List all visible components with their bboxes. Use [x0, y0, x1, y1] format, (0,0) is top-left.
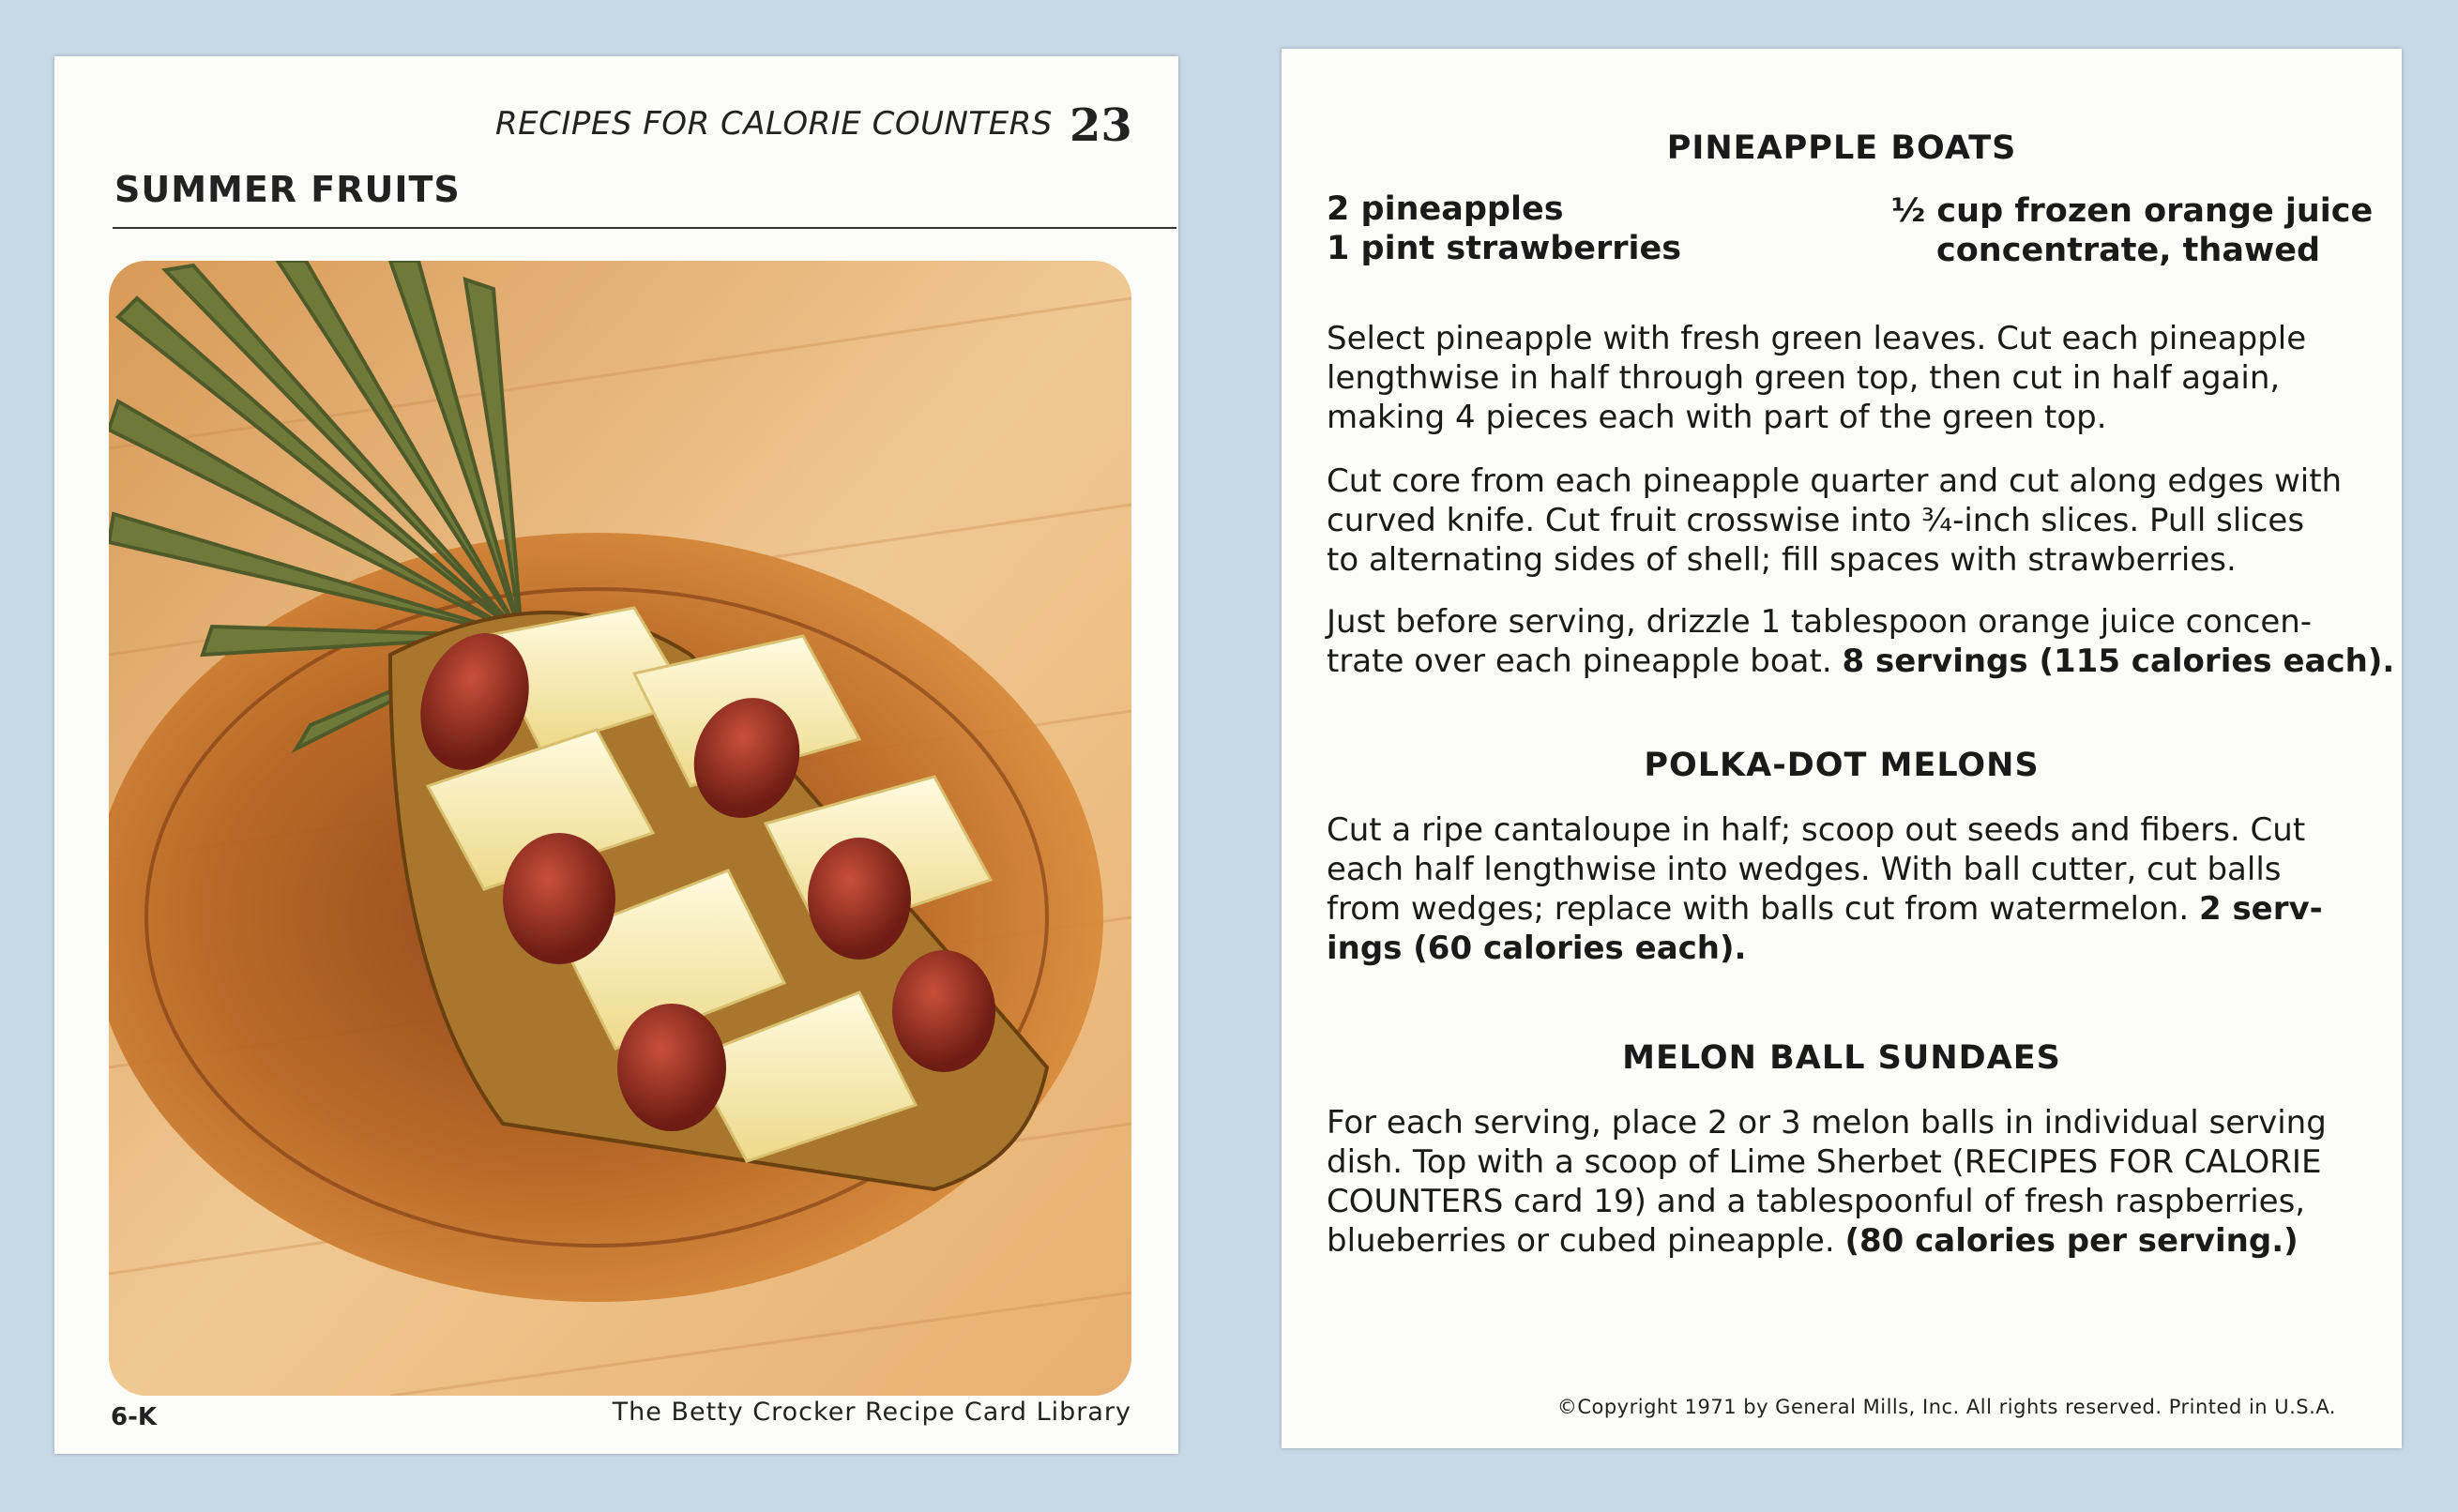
ingredients-left	[1327, 189, 1681, 268]
text-line: curved knife. Cut fruit crosswise into ¾-inch slices. Pull slices	[1327, 502, 2305, 539]
text-line: Select pineapple with fresh green leaves. Cut each pineapple	[1327, 320, 2307, 357]
recipe-title-pineapple-boats: PINEAPPLE BOATS	[1666, 129, 2017, 167]
text-plain: trate over each pineapple boat.	[1327, 643, 1843, 680]
servings-note: (80 calories per serving.)	[1844, 1222, 2299, 1260]
text-line: Cut core from each pineapple quarter and cut along edges with	[1327, 462, 2343, 500]
card-code: 6-K	[111, 1403, 158, 1431]
servings-note: 8 servings (115 calories each).	[1842, 643, 2395, 680]
ingredients-right	[1891, 191, 2373, 270]
text-line: For each serving, place 2 or 3 melon balls in individual serving	[1327, 1104, 2327, 1142]
pineapple-step-2	[1327, 461, 2359, 580]
recipe-title-melon-ball-sundaes: MELON BALL SUNDAES	[1622, 1039, 2061, 1077]
recipe-title-polka-dot-melons: POLKA-DOT MELONS	[1644, 747, 2040, 784]
ingredient-item: 1 pint strawberries	[1327, 230, 1682, 267]
text-line: each half lengthwise into wedges. With ball cutter, cut balls	[1327, 851, 2282, 888]
text-line: to alternating sides of shell; fill spaces with strawberries.	[1327, 541, 2237, 579]
text-line: dish. Top with a scoop of Lime Sherbet (RECIPES FOR CALORIE	[1327, 1143, 2322, 1181]
title-rule	[113, 227, 1176, 229]
text-line	[1327, 642, 2395, 681]
copyright-notice: ©Copyright 1971 by General Mills, Inc. All rights reserved. Printed in U.S.A.	[1556, 1396, 2336, 1418]
text-line: COUNTERS card 19) and a tablespoonful of fresh raspberries,	[1327, 1183, 2306, 1220]
text-line: Cut a ripe cantaloupe in half; scoop out seeds and fibers. Cut	[1327, 811, 2306, 849]
library-credit: The Betty Crocker Recipe Card Library	[612, 1398, 1131, 1427]
ingredient-item: ½ cup frozen orange juice	[1891, 192, 2374, 230]
ingredient-item: 2 pineapples	[1327, 190, 1564, 228]
pineapple-boat-photo	[109, 261, 1131, 1396]
series-title: RECIPES FOR CALORIE COUNTERS	[495, 105, 1053, 143]
text-line: Just before serving, drizzle 1 tablespoon orange juice concen-	[1327, 603, 2313, 641]
text-plain: from wedges; replace with balls cut from watermelon.	[1327, 890, 2199, 928]
pineapple-step-1	[1327, 319, 2359, 437]
recipe-card-front	[54, 56, 1178, 1454]
text-line: making 4 pieces each with part of the green top.	[1327, 399, 2107, 436]
text-line	[1327, 1221, 2359, 1261]
recipe-card-back	[1282, 49, 2402, 1448]
category-title: SUMMER FRUITS	[114, 169, 461, 210]
melon-sundae-steps	[1327, 1103, 2359, 1261]
text-line: lengthwise in half through green top, then cut in half again,	[1327, 359, 2281, 397]
polka-dot-steps	[1327, 810, 2359, 968]
servings-note: ings (60 calories each).	[1327, 930, 1747, 967]
servings-note: 2 serv-	[2198, 890, 2323, 928]
card-number: 23	[1070, 99, 1132, 152]
pineapple-step-3	[1327, 602, 2395, 681]
text-plain: blueberries or cubed pineapple.	[1327, 1222, 1845, 1260]
ingredient-item: concentrate, thawed	[1936, 232, 2321, 269]
text-line	[1327, 889, 2359, 929]
